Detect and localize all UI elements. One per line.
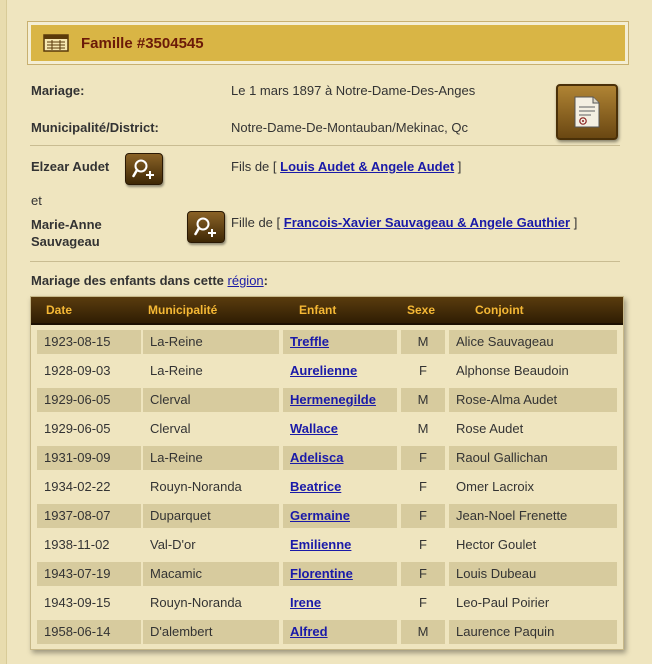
cell-municipality: Clerval	[143, 388, 279, 412]
children-marriages-table	[30, 296, 624, 650]
bride-prefix: Fille de [	[231, 215, 284, 230]
groom-name: Elzear Audet	[31, 159, 110, 174]
child-name-link[interactable]: Irene	[290, 595, 322, 610]
cell-child	[283, 359, 397, 383]
cell-sex: F	[401, 359, 445, 383]
cell-spouse: Raoul Gallichan	[449, 446, 617, 470]
table-header	[31, 297, 623, 325]
region-link[interactable]: région	[227, 273, 264, 288]
child-name-link[interactable]: Hermenegilde	[290, 392, 376, 407]
child-name-link[interactable]: Beatrice	[290, 479, 342, 494]
groom-parents-line	[231, 159, 461, 174]
cell-date: 1929-06-05	[37, 388, 141, 412]
col-header-municipality: Municipalité	[148, 303, 218, 317]
table-row	[37, 446, 617, 470]
add-person-search-icon	[132, 158, 156, 180]
cell-spouse: Leo-Paul Poirier	[449, 591, 617, 615]
child-name-link[interactable]: Adelisca	[290, 450, 344, 465]
municipality-label: Municipalité/District:	[31, 120, 159, 135]
groom-search-button[interactable]	[125, 153, 163, 185]
cell-child	[283, 533, 397, 557]
table-row	[37, 475, 617, 499]
cell-child	[283, 562, 397, 586]
cell-sex: F	[401, 446, 445, 470]
cell-municipality: Rouyn-Noranda	[143, 475, 279, 499]
family-title-bar	[28, 22, 628, 64]
cell-sex: M	[401, 620, 445, 644]
child-name-link[interactable]: Florentine	[290, 566, 353, 581]
cell-sex: F	[401, 562, 445, 586]
cell-sex: M	[401, 417, 445, 441]
cell-municipality: La-Reine	[143, 330, 279, 354]
cell-municipality: Rouyn-Noranda	[143, 591, 279, 615]
table-row	[37, 417, 617, 441]
table-row	[37, 330, 617, 354]
document-icon	[572, 95, 602, 129]
cell-spouse: Jean-Noel Frenette	[449, 504, 617, 528]
cell-spouse: Rose Audet	[449, 417, 617, 441]
col-header-child: Enfant	[299, 303, 337, 317]
cell-date: 1938-11-02	[37, 533, 141, 557]
bride-parents-link[interactable]: Francois-Xavier Sauvageau & Angele Gauthier	[283, 215, 571, 230]
bride-parents-line	[231, 215, 577, 230]
cell-date: 1928-09-03	[37, 359, 141, 383]
col-header-sex: Sexe	[407, 303, 436, 317]
table-row	[37, 359, 617, 383]
child-name-link[interactable]: Aurelienne	[290, 363, 358, 378]
cell-date: 1934-02-22	[37, 475, 141, 499]
child-name-link[interactable]: Treffle	[290, 334, 330, 349]
cell-spouse: Louis Dubeau	[449, 562, 617, 586]
cell-child	[283, 446, 397, 470]
table-row	[37, 533, 617, 557]
cell-child	[283, 388, 397, 412]
cell-municipality: Duparquet	[143, 504, 279, 528]
child-name-link[interactable]: Alfred	[290, 624, 328, 639]
child-name-link[interactable]: Emilienne	[290, 537, 352, 552]
cell-date: 1958-06-14	[37, 620, 141, 644]
cell-date: 1943-09-15	[37, 591, 141, 615]
groom-parents-link[interactable]: Louis Audet & Angele Audet	[280, 159, 455, 174]
and-text: et	[31, 193, 42, 208]
children-heading-text: Mariage des enfants dans cette	[31, 273, 228, 288]
bride-suffix: ]	[570, 215, 578, 230]
cell-sex: M	[401, 330, 445, 354]
municipality-value: Notre-Dame-De-Montauban/Mekinac, Qc	[231, 120, 468, 135]
cell-sex: M	[401, 388, 445, 412]
cell-date: 1931-09-09	[37, 446, 141, 470]
bride-search-button[interactable]	[187, 211, 225, 243]
cell-municipality: Val-D'or	[143, 533, 279, 557]
table-row	[37, 504, 617, 528]
bride-name-line1: Marie-Anne	[31, 217, 102, 232]
cell-child	[283, 417, 397, 441]
cell-child	[283, 504, 397, 528]
cell-spouse: Rose-Alma Audet	[449, 388, 617, 412]
cell-sex: F	[401, 504, 445, 528]
cell-municipality: La-Reine	[143, 446, 279, 470]
bride-name-line2: Sauvageau	[31, 234, 100, 249]
cell-sex: F	[401, 475, 445, 499]
document-button[interactable]	[556, 84, 618, 140]
table-row	[37, 388, 617, 412]
groom-suffix: ]	[454, 159, 462, 174]
family-record-icon	[43, 34, 69, 52]
cell-date: 1937-08-07	[37, 504, 141, 528]
cell-municipality: D'alembert	[143, 620, 279, 644]
cell-date: 1943-07-19	[37, 562, 141, 586]
cell-date: 1923-08-15	[37, 330, 141, 354]
table-row	[37, 620, 617, 644]
marriage-label: Mariage:	[31, 83, 85, 98]
cell-spouse: Omer Lacroix	[449, 475, 617, 499]
cell-spouse: Alice Sauvageau	[449, 330, 617, 354]
divider	[30, 145, 620, 146]
cell-spouse: Alphonse Beaudoin	[449, 359, 617, 383]
cell-child	[283, 620, 397, 644]
family-title: Famille #3504545	[81, 34, 204, 52]
cell-municipality: Macamic	[143, 562, 279, 586]
divider	[30, 261, 620, 262]
children-section-heading	[31, 273, 268, 288]
child-name-link[interactable]: Wallace	[290, 421, 338, 436]
cell-child	[283, 330, 397, 354]
cell-sex: F	[401, 533, 445, 557]
page-edge	[0, 0, 7, 664]
cell-sex: F	[401, 591, 445, 615]
add-person-search-icon	[194, 216, 218, 238]
children-heading-colon: :	[263, 273, 268, 288]
groom-prefix: Fils de [	[231, 159, 281, 174]
cell-spouse: Hector Goulet	[449, 533, 617, 557]
col-header-spouse: Conjoint	[475, 303, 524, 317]
table-row	[37, 591, 617, 615]
cell-municipality: Clerval	[143, 417, 279, 441]
cell-child	[283, 591, 397, 615]
cell-municipality: La-Reine	[143, 359, 279, 383]
col-header-date: Date	[46, 303, 73, 317]
cell-child	[283, 475, 397, 499]
table-row	[37, 562, 617, 586]
child-name-link[interactable]: Germaine	[290, 508, 350, 523]
cell-date: 1929-06-05	[37, 417, 141, 441]
cell-spouse: Laurence Paquin	[449, 620, 617, 644]
marriage-value: Le 1 mars 1897 à Notre-Dame-Des-Anges	[231, 83, 476, 98]
